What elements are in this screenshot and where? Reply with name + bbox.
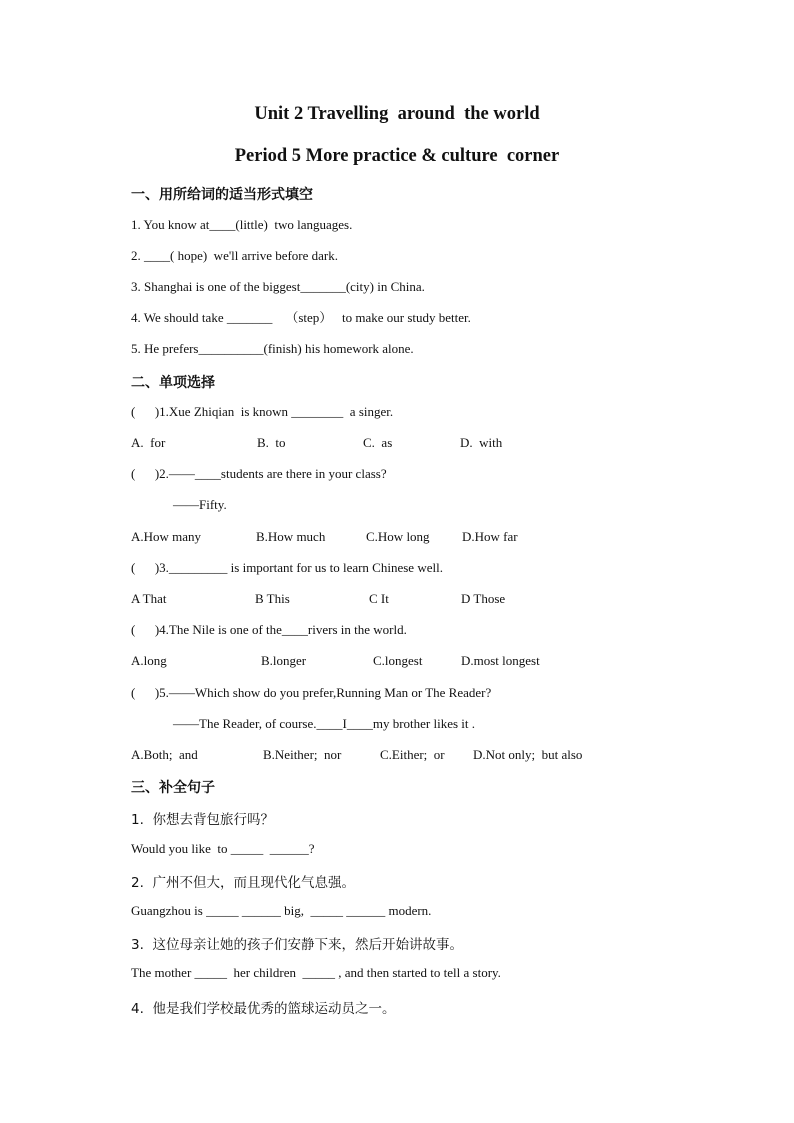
translate-item-3-en: The mother _____ her children _____ , and then started to tell a story.	[131, 965, 501, 980]
fill-item-2: 2. ____( hope) we'll arrive before dark.	[131, 248, 339, 263]
translate-item-4-cn: 4. 他是我们学校最优秀的篮球运动员之一。	[131, 1001, 396, 1017]
mc-q3-option-b: B This	[255, 591, 290, 606]
mc-question-1: ( )1.Xue Zhiqian is known ________ a singer.	[131, 404, 394, 419]
mc-q4-option-c: C.longest	[373, 653, 423, 668]
fill-item-1: 1. You know at____(little) two languages.	[131, 217, 353, 232]
mc-q2-option-d: D.How far	[462, 529, 518, 544]
fill-item-5: 5. He prefers__________(finish) his homework alone.	[131, 341, 414, 356]
mc-q5-option-a: A.Both; and	[131, 747, 198, 762]
mc-q2-option-c: C.How long	[366, 529, 430, 544]
mc-question-4: ( )4.The Nile is one of the____rivers in the world.	[131, 622, 407, 637]
mc-q3-option-a: A That	[131, 591, 167, 606]
mc-q2-option-a: A.How many	[131, 529, 202, 544]
mc-q5-reply: ——The Reader, of course.____I____my brother likes it .	[173, 716, 476, 731]
mc-q2-option-b: B.How much	[256, 529, 326, 544]
translate-item-1-en: Would you like to _____ ______?	[131, 841, 315, 856]
mc-q1-option-a: A. for	[131, 435, 166, 450]
fill-item-3: 3. Shanghai is one of the biggest_______(city) in China.	[131, 279, 425, 294]
period-subtitle: Period 5 More practice & culture corner	[234, 146, 560, 166]
mc-question-5: ( )5.——Which show do you prefer,Running Man or The Reader?	[131, 685, 492, 700]
mc-q1-option-c: C. as	[363, 435, 393, 450]
mc-q1-option-b: B. to	[257, 435, 286, 450]
mc-q3-option-c: C It	[369, 591, 389, 606]
mc-q4-option-a: A.long	[131, 653, 167, 668]
translate-item-2-en: Guangzhou is _____ ______ big, _____ ______ modern.	[131, 903, 432, 918]
mc-q4-option-d: D.most longest	[461, 653, 540, 668]
translate-item-2-cn: 2. 广州不但大，而且现代化气息强。	[131, 875, 355, 891]
mc-q4-option-b: B.longer	[261, 653, 307, 668]
fill-item-4: 4. We should take _______ （step） to make our study better.	[131, 310, 471, 325]
mc-q3-option-d: D Those	[461, 591, 506, 606]
mc-question-2: ( )2.——____students are there in your class?	[131, 466, 387, 481]
mc-q5-option-b: B.Neither; nor	[263, 747, 342, 762]
section1-heading: 一、用所给词的适当形式填空	[131, 187, 313, 203]
section3-heading: 三、补全句子	[131, 780, 215, 796]
unit-title: Unit 2 Travelling around the world	[254, 104, 540, 124]
mc-question-3: ( )3._________ is important for us to learn Chinese well.	[131, 560, 443, 575]
section2-heading: 二、单项选择	[131, 375, 215, 391]
mc-q5-option-c: C.Either; or	[380, 747, 445, 762]
mc-q5-option-d: D.Not only; but also	[473, 747, 583, 762]
mc-q2-reply: ——Fifty.	[173, 497, 227, 512]
translate-item-3-cn: 3. 这位母亲让她的孩子们安静下来，然后开始讲故事。	[131, 937, 463, 953]
mc-q1-option-d: D. with	[460, 435, 503, 450]
translate-item-1-cn: 1. 你想去背包旅行吗？	[131, 812, 274, 828]
